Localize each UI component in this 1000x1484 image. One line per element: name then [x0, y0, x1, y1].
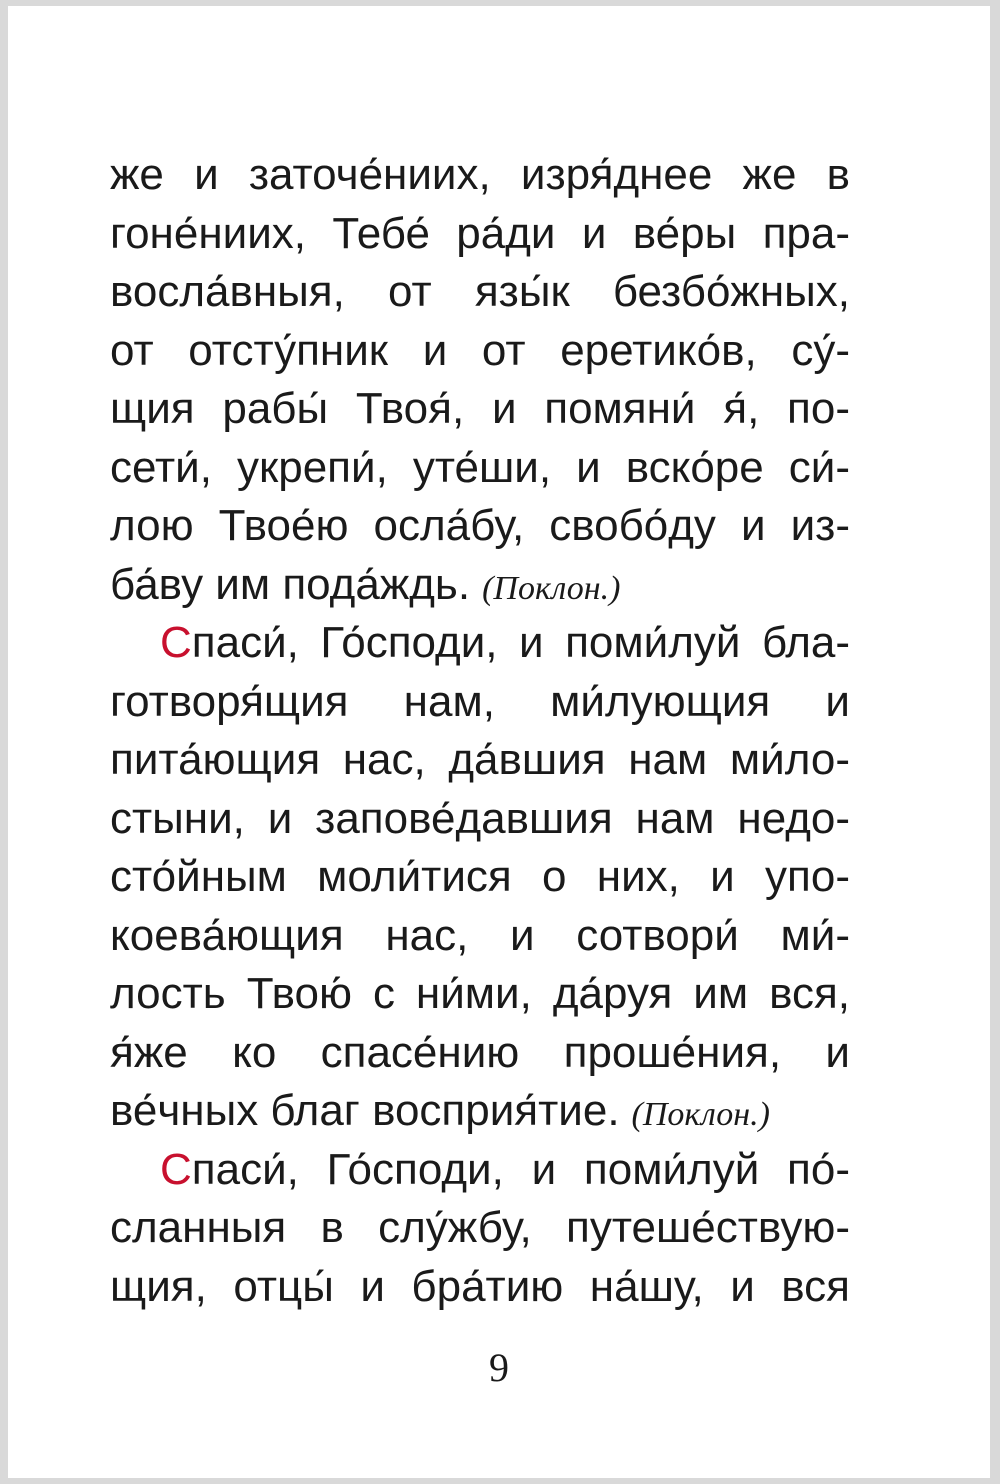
text-line: гоне́ниих, Тебе́ ра́ди и ве́ры пра-: [110, 208, 850, 258]
red-initial: С: [160, 1144, 192, 1194]
text-line-content: ве́чных благ восприя́тие.: [110, 1086, 620, 1135]
bow-note: (Поклон.): [631, 1096, 770, 1133]
text-line: коева́ющия нас, и сотвори́ ми́-: [110, 910, 850, 960]
text-line: готворя́щия нам, ми́лующия и: [110, 676, 850, 726]
text-line: пита́ющия нас, да́вшия нам ми́ло-: [110, 735, 850, 784]
text-line: щия, отцы́ и бра́тию на́шу, и вся: [110, 1261, 850, 1311]
text-line: же и заточе́ниих, изря́днее же в: [110, 150, 850, 199]
text-line: восла́вныя, от язы́к безбо́жных,: [110, 267, 850, 316]
text-line: сто́йным моли́тися о них, и упо-: [110, 852, 850, 901]
text-line: щия рабы́ Твоя́, и помяни́ я́, по-: [110, 384, 850, 433]
bow-note: (Поклон.): [482, 569, 621, 607]
page-number: 9: [489, 1345, 509, 1390]
text-line-last: [110, 556, 850, 615]
text-line-last: [110, 1082, 850, 1141]
red-initial: С: [160, 618, 192, 667]
text-line-first: [110, 614, 850, 673]
text-line-first: [110, 1141, 850, 1200]
book-page: [8, 6, 990, 1478]
prayer-text: [110, 146, 850, 1316]
text-line: лою Твое́ю осла́бу, свобо́ду и из-: [110, 501, 850, 550]
text-line-content: ба́ву им пода́ждь.: [110, 559, 471, 609]
text-line-content: паси́, Го́споди, и поми́луй бла-: [191, 618, 850, 667]
text-line: сланныя в слу́жбу, путеше́ствую-: [110, 1203, 850, 1252]
text-line: стыни, и запове́давшия нам недо-: [110, 793, 850, 843]
text-line-content: паси́, Го́споди, и поми́луй по́-: [191, 1144, 850, 1194]
text-line: лость Твою́ с ни́ми, да́руя им вся,: [110, 969, 850, 1018]
text-line: я́же ко спасе́нию проше́ния, и: [110, 1027, 850, 1077]
text-line: сети́, укрепи́, уте́ши, и вско́ре си́-: [110, 442, 850, 492]
text-line: от отсту́пник и от еретико́в, су́-: [110, 325, 850, 375]
